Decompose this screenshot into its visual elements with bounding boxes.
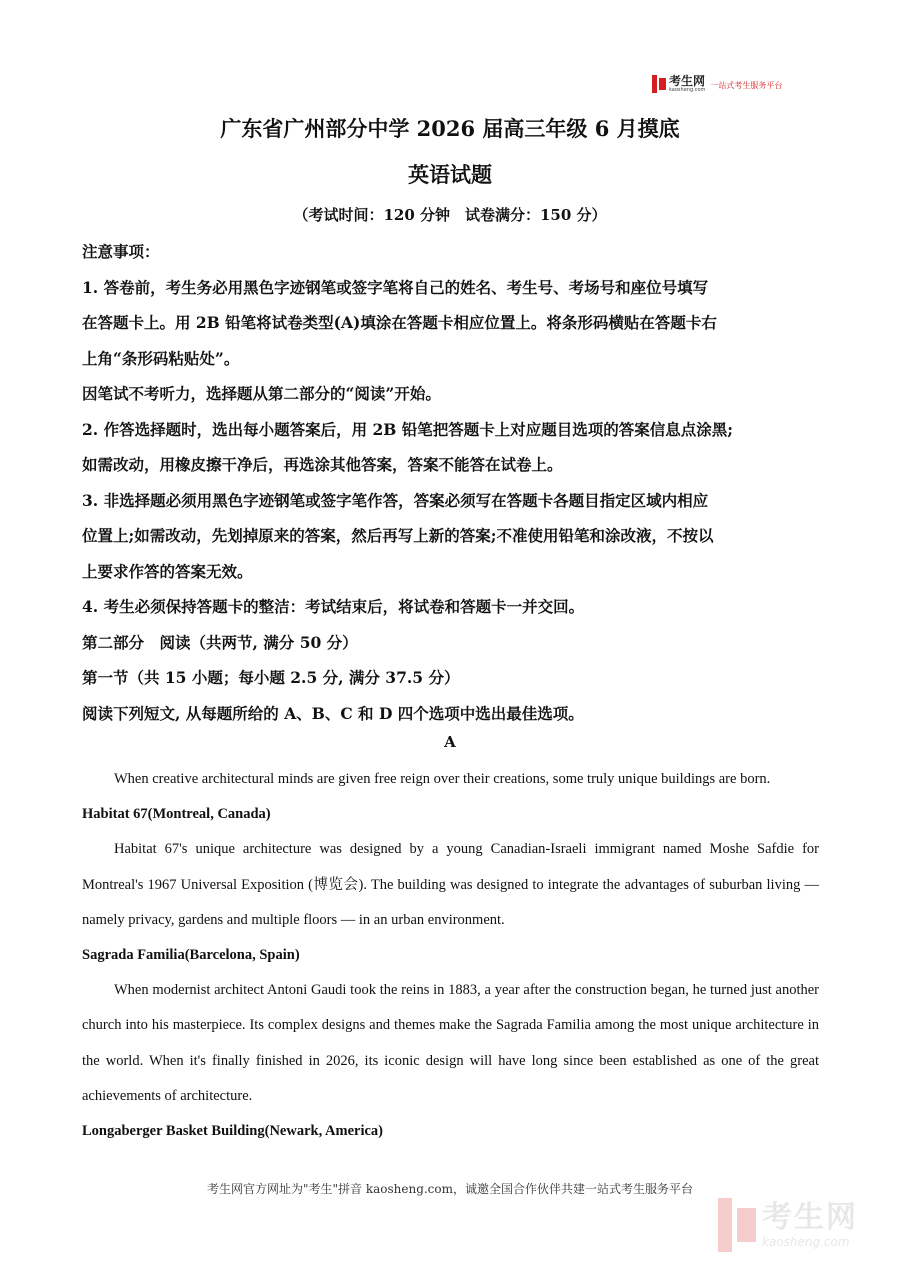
brand-logo-icon: [652, 75, 666, 93]
brand-domain: kaosheng.com: [669, 87, 706, 93]
page-footer: 考生网官方网址为"考生"拼音 kaosheng.com，诚邀全国合作伙伴共建一站式考生服务平台: [206, 1182, 694, 1196]
instruction-line: 位置上;如需改动，先划掉原来的答案，然后再写上新的答案;不准使用铅笔和涂改液，不按以: [82, 526, 714, 545]
instruction-line: 如需改动，用橡皮擦干净后，再选涂其他答案，答案不能答在试卷上。: [82, 455, 563, 474]
watermark: [718, 1198, 858, 1252]
brand-name: 考生网: [669, 74, 706, 88]
brand-slogan: 一站式考生服务平台: [710, 81, 783, 90]
exam-time-info: （考试时间：120 分钟 试卷满分：150 分）: [293, 206, 607, 224]
watermark-domain: kaosheng.com: [762, 1234, 850, 1249]
instruction-line: 上要求作答的答案无效。: [82, 561, 253, 581]
section-heading: 第一节（共 15 小题；每小题 2.5 分, 满分 37.5 分）: [82, 668, 460, 687]
instruction-line: 1. 答卷前，考生务必用黑色字迹钢笔或签字笔将自己的姓名、考生号、考场号和座位号填写: [82, 277, 709, 297]
passage-paragraph: Habitat 67's unique architecture was designed by a young Canadian-Israeli immigrant named Moshe Safdie for Montreal's 1967 Universal Exposition (博览会). The building was designed to integrate the advantages of suburban living — namely privacy, gardens and multiple floors — in an urban environment.: [82, 841, 819, 928]
instructions-heading: 注意事项：: [82, 242, 160, 261]
instruction-line: 在答题卡上。用 2B 铅笔将试卷类型(A)填涂在答题卡相应位置上。将条形码横贴在答题卡右: [82, 313, 717, 332]
passage-intro: When creative architectural minds are given free reign over their creations, some truly unique buildings are born.: [114, 771, 771, 787]
watermark-logo-icon: [718, 1198, 756, 1252]
watermark-name: 考生网: [762, 1199, 858, 1235]
exam-subject: 英语试题: [408, 162, 492, 187]
exam-title: 广东省广州部分中学 2026 届高三年级 6 月摸底: [220, 116, 680, 141]
passage-subheading: Habitat 67(Montreal, Canada): [82, 806, 271, 823]
part-heading: 第二部分 阅读（共两节, 满分 50 分）: [82, 632, 358, 652]
passage-label: A: [444, 733, 456, 751]
instruction-line: 上角“条形码粘贴处”。: [82, 348, 240, 368]
instruction-line: 3. 非选择题必须用黑色字迹钢笔或签字笔作答，答案必须写在答题卡各题目指定区域内相应: [82, 490, 709, 510]
passage-subheading: Longaberger Basket Building(Newark, America): [82, 1123, 383, 1140]
instruction-line: 2. 作答选择题时，选出每小题答案后，用 2B 铅笔把答题卡上对应题目选项的答案信息点涂黑;: [82, 419, 733, 439]
passage-paragraph: When modernist architect Antoni Gaudi took the reins in 1883, a year after the construction began, he turned just another church into his masterpiece. Its complex designs and themes make the Sagrada Familia among the most unique architecture in the world. When it's finally finished in 2026, its iconic design will have long since been established as one of the great achievements of architecture.: [82, 982, 819, 1104]
instruction-line: 4. 考生必须保持答题卡的整洁：考试结束后，将试卷和答题卡一并交回。: [82, 597, 585, 616]
section-instruction: 阅读下列短文, 从每题所给的 A、B、C 和 D 四个选项中选出最佳选项。: [82, 703, 584, 723]
passage-body: [82, 762, 819, 1149]
instructions-block: [82, 234, 822, 731]
passage-subheading: Sagrada Familia(Barcelona, Spain): [82, 947, 300, 964]
brand-logo: [652, 72, 782, 96]
instruction-line: 因笔试不考听力，选择题从第二部分的“阅读”开始。: [82, 384, 441, 403]
